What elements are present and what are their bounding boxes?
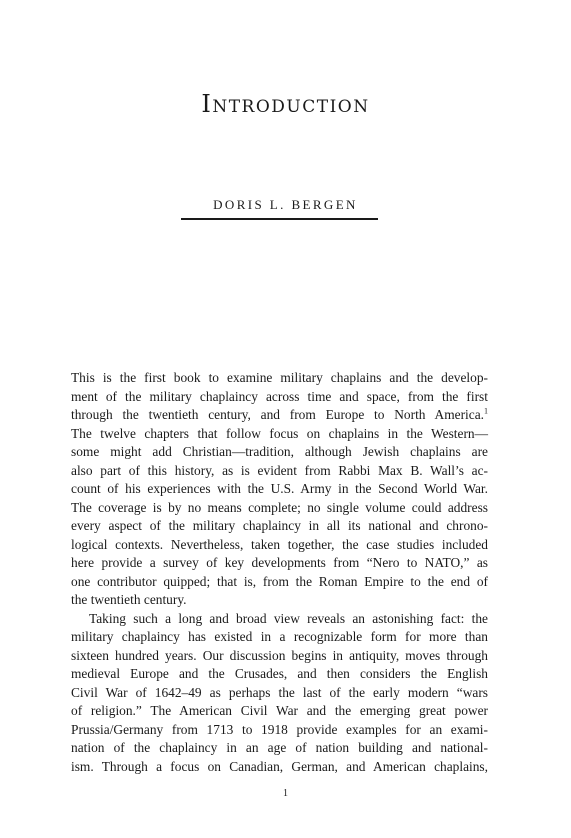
text-line: military chaplaincy has existed in a recognizable form for more than (71, 629, 488, 644)
text-line-with-footnote (71, 406, 488, 425)
author-underline-rule (181, 218, 378, 220)
text-line: logical contexts. Nevertheless, taken together, the case studies included (71, 536, 488, 552)
body-text (71, 369, 488, 776)
text-line: of religion.” The American Civil War and the emerging great power (71, 703, 488, 718)
text-line: The coverage is by no means complete; no single volume could address (71, 499, 488, 515)
text-line: This is the first book to examine military chaplains and the develop- (71, 370, 488, 385)
text-line: some might add Christian—tradition, although Jewish chaplains are (71, 444, 488, 459)
paragraph-first-line: Taking such a long and broad view reveals an astonishing fact: the (89, 610, 488, 626)
text-line: Civil War of 1642–49 as perhaps the last of the early modern “wars (71, 684, 488, 700)
text-line: also part of this history, as is evident from Rabbi Max B. Wall’s ac- (71, 462, 488, 478)
chapter-title: Introduction (201, 90, 370, 118)
page-number: 1 (283, 788, 288, 799)
chapter-author: DORIS L. BERGEN (213, 197, 358, 212)
footnote-marker[interactable]: 1 (484, 406, 488, 416)
text-line: one contributor quipped; that is, from the Roman Empire to the end of (71, 573, 488, 589)
text-line: The twelve chapters that follow focus on chaplains in the Western— (71, 425, 488, 441)
text-line: every aspect of the military chaplaincy in all its national and chrono- (71, 518, 488, 533)
text-line: count of his experiences with the U.S. Army in the Second World War. (71, 481, 488, 496)
text-line-content: through the twentieth century, and from Europe to North America. (71, 407, 484, 422)
text-line: nation of the chaplaincy in an age of nation building and national- (71, 740, 488, 755)
text-line: medieval Europe and the Crusades, and then considers the English (71, 666, 488, 681)
text-line: the twentieth century. (71, 592, 187, 607)
text-line: ism. Through a focus on Canadian, German, and American chaplains, (71, 758, 488, 774)
text-line: Prussia/Germany from 1713 to 1918 provide examples for an exami- (71, 721, 488, 737)
text-line: ment of the military chaplaincy across time and space, from the first (71, 388, 488, 404)
text-line: sixteen hundred years. Our discussion begins in antiquity, moves through (71, 647, 488, 663)
text-line: here provide a survey of key developments from “Nero to NATO,” as (71, 555, 488, 570)
